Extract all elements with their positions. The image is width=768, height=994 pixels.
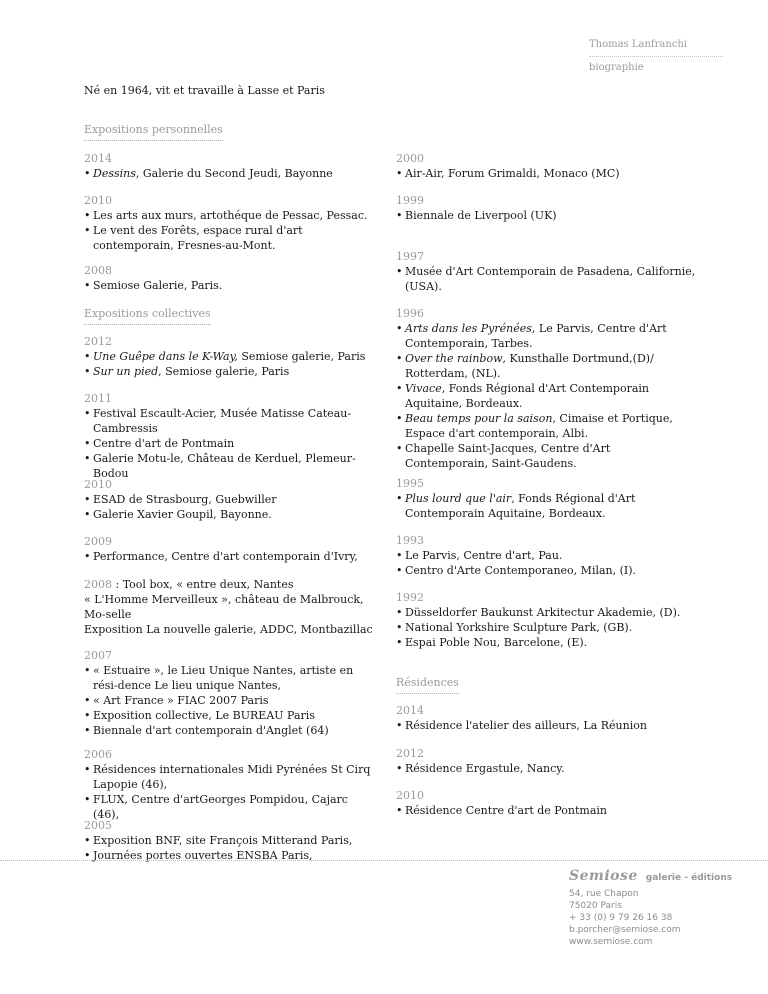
year-label: 2006 [84,748,112,761]
perso-2010 [84,193,374,253]
entry-list [396,803,696,818]
list-item: • Semiose Galerie, Paris. [84,278,374,293]
perso-1997 [396,249,696,294]
entry-list [396,548,696,578]
list-item: • Beau temps pour la saison, Cimaise et Portique, Espace d'art contemporain, Albi. [396,411,696,441]
year-label: 2010 [396,789,424,802]
entry-list [84,166,374,181]
year-label: 2010 [84,194,112,207]
section-title: Expositions collectives [84,307,211,325]
coll-2006 [84,747,374,822]
footer-divider [0,860,768,861]
coll-1996 [396,306,696,471]
year-label: 1992 [396,591,424,604]
entry-line: « L'Homme Merveilleux », château de Malbrouck, Mo-selle [84,593,364,621]
entry-list [84,208,374,253]
list-item: • Air-Air, Forum Grimaldi, Monaco (MC) [396,166,696,181]
entry-list [84,406,374,481]
list-item: • Biennale de Liverpool (UK) [396,208,696,223]
coll-2008 [84,577,374,637]
year-label: 2014 [84,152,112,165]
list-item: • Musée d'Art Contemporain de Pasadena, Californie, (USA). [396,264,696,294]
entry-list [84,762,374,822]
entry-line: Exposition La nouvelle galerie, ADDC, Montbazillac [84,623,373,636]
list-item: • Chapelle Saint-Jacques, Centre d'Art Contemporain, Saint-Gaudens. [396,441,696,471]
res-2012 [396,746,696,776]
year-label: 2007 [84,649,112,662]
list-item: • « Art France » FIAC 2007 Paris [84,693,374,708]
list-item: • Festival Escault-Acier, Musée Matisse Cateau-Cambressis [84,406,374,436]
list-item: • FLUX, Centre d'artGeorges Pompidou, Cajarc (46), [84,792,374,822]
document-subtitle: biographie [589,62,644,73]
list-item: • Centre d'art de Pontmain [84,436,374,451]
perso-2008 [84,263,374,293]
entry-list [84,492,374,522]
coll-2009 [84,534,374,564]
list-item: • Düsseldorfer Baukunst Arkitectur Akademie, (D). [396,605,696,620]
list-item: • Sur un pied, Semiose galerie, Paris [84,364,374,379]
list-item: • Les arts aux murs, artothéque de Pessac, Pessac. [84,208,374,223]
year-label: 2014 [396,704,424,717]
list-item: • Performance, Centre d'art contemporain d'Ivry, [84,549,374,564]
year-label: 2011 [84,392,112,405]
list-item: • Plus lourd que l'air, Fonds Régional d'Art Contemporain Aquitaine, Bordeaux. [396,491,696,521]
list-item: • Résidence Centre d'art de Pontmain [396,803,696,818]
coll-2005 [84,818,374,863]
coll-2011 [84,391,374,481]
perso-1999 [396,193,696,223]
gallery-tagline: galerie - éditions [645,873,733,883]
list-item: • ESAD de Strasbourg, Guebwiller [84,492,374,507]
entry-list [396,264,696,294]
section-title: Résidences [396,676,459,694]
entry-list [396,605,696,650]
year-label: 2009 [84,535,112,548]
year-label: 2012 [396,747,424,760]
document-header [589,38,723,75]
year-label: 2010 [84,478,112,491]
logo-row [569,870,732,884]
section-residences [396,675,696,694]
list-item: • Biennale d'art contemporain d'Anglet (64) [84,723,374,738]
list-item: • Espai Poble Nou, Barcelone, (E). [396,635,696,650]
list-item: • Une Guêpe dans le K-Way, Semiose galerie, Paris [84,349,374,364]
year-label: 1996 [396,307,424,320]
coll-2007 [84,648,374,738]
entry-list [84,833,374,863]
entry-list [84,349,374,379]
entry-list [396,321,696,471]
entry-list [396,491,696,521]
website-link[interactable]: www.semiose.com [569,937,653,947]
semiose-logo: Semiose [569,868,638,884]
list-item: • Le Parvis, Centre d'art, Pau. [396,548,696,563]
entry-list [84,278,374,293]
perso-2014 [84,151,374,181]
coll-1995 [396,476,696,521]
list-item: • Dessins, Galerie du Second Jeudi, Bayonne [84,166,374,181]
list-item: • Galerie Xavier Goupil, Bayonne. [84,507,374,522]
entry-list [396,761,696,776]
list-item: • Exposition BNF, site François Mitterand Paris, [84,833,374,848]
section-expositions-collectives [84,306,374,325]
list-item: • Résidence Ergastule, Nancy. [396,761,696,776]
year-label: 1997 [396,250,424,263]
list-item: • Vivace, Fonds Régional d'Art Contemporain Aquitaine, Bordeaux. [396,381,696,411]
gallery-footer [569,870,732,948]
list-item: • Centro d'Arte Contemporaneo, Milan, (I). [396,563,696,578]
list-item: • « Estuaire », le Lieu Unique Nantes, artiste en rési-dence Le lieu unique Nantes, [84,663,374,693]
year-label: 2000 [396,152,424,165]
list-item: • Résidence l'atelier des ailleurs, La Réunion [396,718,696,733]
address-line: 75020 Paris [569,901,622,911]
coll-2012 [84,334,374,379]
address-line: 54, rue Chapon [569,889,639,899]
phone: + 33 (0) 9 79 26 16 38 [569,913,673,923]
list-item: • Le vent des Forêts, espace rural d'art contemporain, Fresnes-au-Mont. [84,223,374,253]
perso-2000 [396,151,696,181]
section-title: Expositions personnelles [84,123,223,141]
year-label: 2008 [84,578,112,591]
year-label: 1993 [396,534,424,547]
res-2010 [396,788,696,818]
entry-list [396,208,696,223]
entry-list [84,663,374,738]
list-item: • Exposition collective, Le BUREAU Paris [84,708,374,723]
entry-list [396,166,696,181]
list-item: • Arts dans les Pyrénées, Le Parvis, Centre d'Art Contemporain, Tarbes. [396,321,696,351]
year-label: 1995 [396,477,424,490]
year-label: 2012 [84,335,112,348]
entry-list [396,718,696,733]
list-item: • National Yorkshire Sculpture Park, (GB). [396,620,696,635]
coll-1993 [396,533,696,578]
coll-2010 [84,477,374,522]
entry-line: 2008 : Tool box, « entre deux, Nantes [84,578,294,591]
intro-line: Né en 1964, vit et travaille à Lasse et Paris [84,84,325,97]
year-label: 2005 [84,819,112,832]
res-2014 [396,703,696,733]
year-label: 1999 [396,194,424,207]
list-item: • Galerie Motu-le, Château de Kerduel, Plemeur-Bodou [84,451,374,481]
list-item: • Over the rainbow, Kunsthalle Dortmund,(D)/ Rotterdam, (NL). [396,351,696,381]
year-label: 2008 [84,264,112,277]
section-expositions-personnelles [84,122,374,141]
coll-1992 [396,590,696,650]
list-item: • Résidences internationales Midi Pyrénées St Cirq Lapopie (46), [84,762,374,792]
email-link[interactable]: b.porcher@semiose.com [569,925,681,935]
list-item: • Journées portes ouvertes ENSBA Paris, [84,848,374,863]
entry-list [84,549,374,564]
artist-name: Thomas Lanfranchi [589,38,723,57]
